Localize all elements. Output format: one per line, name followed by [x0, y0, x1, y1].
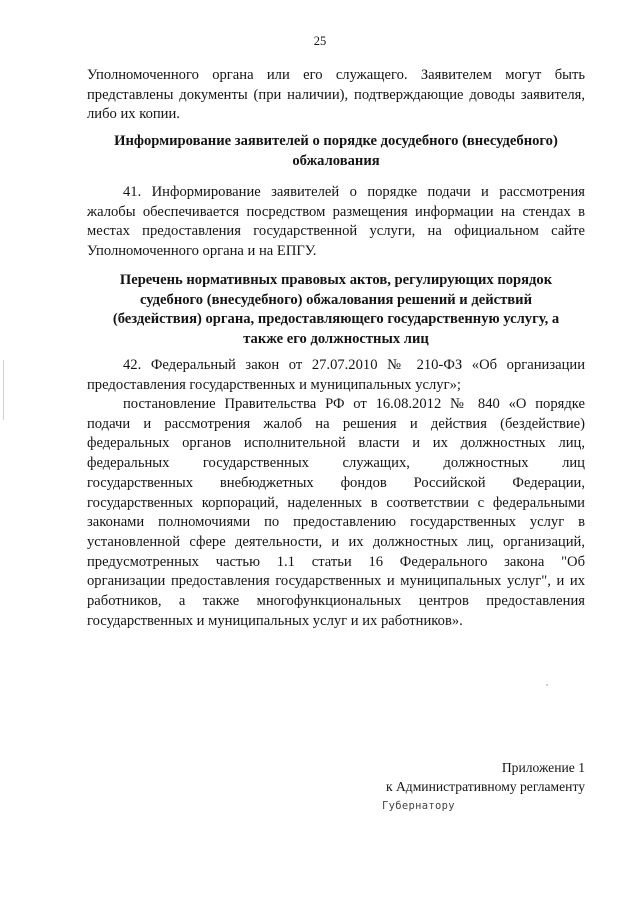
- text-line: установленной сфере деятельности, и их должностных лиц, организаций,: [87, 533, 585, 550]
- heading-line: судебного (внесудебного) обжалования решений и действий: [140, 291, 532, 308]
- heading-line: Перечень нормативных правовых актов, регулирующих порядок: [119, 272, 553, 288]
- paragraph-42: [87, 356, 585, 395]
- text-line: постановление Правительства РФ от 16.08.2012 № 840 «О порядке: [123, 396, 585, 412]
- section-heading-acts: [87, 271, 585, 350]
- addressee-stamp: Губернатору: [382, 800, 455, 812]
- page-number: 25: [313, 34, 327, 48]
- text-line: предусмотренных частью 1.1 статьи 16 Федерального закона "Об: [87, 553, 585, 570]
- text-line: государственных внебюджетных фондов Российской Федерации,: [87, 474, 585, 491]
- appendix-title: Приложение 1: [501, 760, 585, 775]
- text-line: жалобы обеспечивается посредством размещения информации на стендах в: [87, 203, 585, 220]
- text-line: представлены документы (при наличии), подтверждающие доводы заявителя,: [87, 86, 585, 103]
- text-line: государственных корпораций, наделенных в соответствии с федеральными: [87, 494, 585, 511]
- text-line: Уполномоченного органа или его служащего. Заявителем могут быть: [87, 67, 585, 83]
- appendix-label: [386, 758, 585, 796]
- text-line: законами полномочиями по предоставлению государственных услуг в: [87, 514, 585, 531]
- paragraph-41: [87, 183, 585, 262]
- paragraph-decree: [87, 395, 585, 631]
- text-line: местах предоставления государственной услуги, на официальном сайте: [87, 223, 585, 240]
- appendix-subtitle: к Административному регламенту: [385, 779, 585, 794]
- text-line: предоставления государственных и муниципальных услуг»;: [87, 376, 461, 393]
- heading-line: Информирование заявителей о порядке досудебного (внесудебного): [114, 133, 558, 149]
- text-line: работников, а также многофункциональных центров предоставления: [87, 593, 585, 610]
- intro-paragraph: [87, 66, 585, 125]
- section-heading-informing: [87, 132, 585, 171]
- text-line: либо их копии.: [87, 106, 180, 123]
- text-line: Уполномоченного органа и на ЕПГУ.: [87, 243, 317, 260]
- scan-edge-mark: [3, 360, 4, 420]
- text-line: федеральных органов исполнительной власти и их должностных лиц,: [87, 435, 585, 452]
- heading-line: (бездействия) органа, предоставляющего государственную услугу, а: [112, 311, 560, 328]
- text-line: федеральных государственных служащих, должностных лиц: [87, 455, 585, 472]
- text-line: подачи и рассмотрения жалоб на решения и действия (бездействие): [87, 415, 585, 432]
- heading-line: также его должностных лиц: [243, 331, 429, 348]
- heading-line: обжалования: [292, 152, 380, 169]
- text-line: организации предоставления государственных и муниципальных услуг", и их: [87, 573, 585, 590]
- text-line: 42. Федеральный закон от 27.07.2010 № 210-ФЗ «Об организации: [123, 357, 585, 373]
- text-line: государственных и муниципальных услуг и их работников».: [87, 612, 463, 629]
- text-line: 41. Информирование заявителей о порядке подачи и рассмотрения: [123, 184, 585, 200]
- scan-speck: [546, 684, 548, 686]
